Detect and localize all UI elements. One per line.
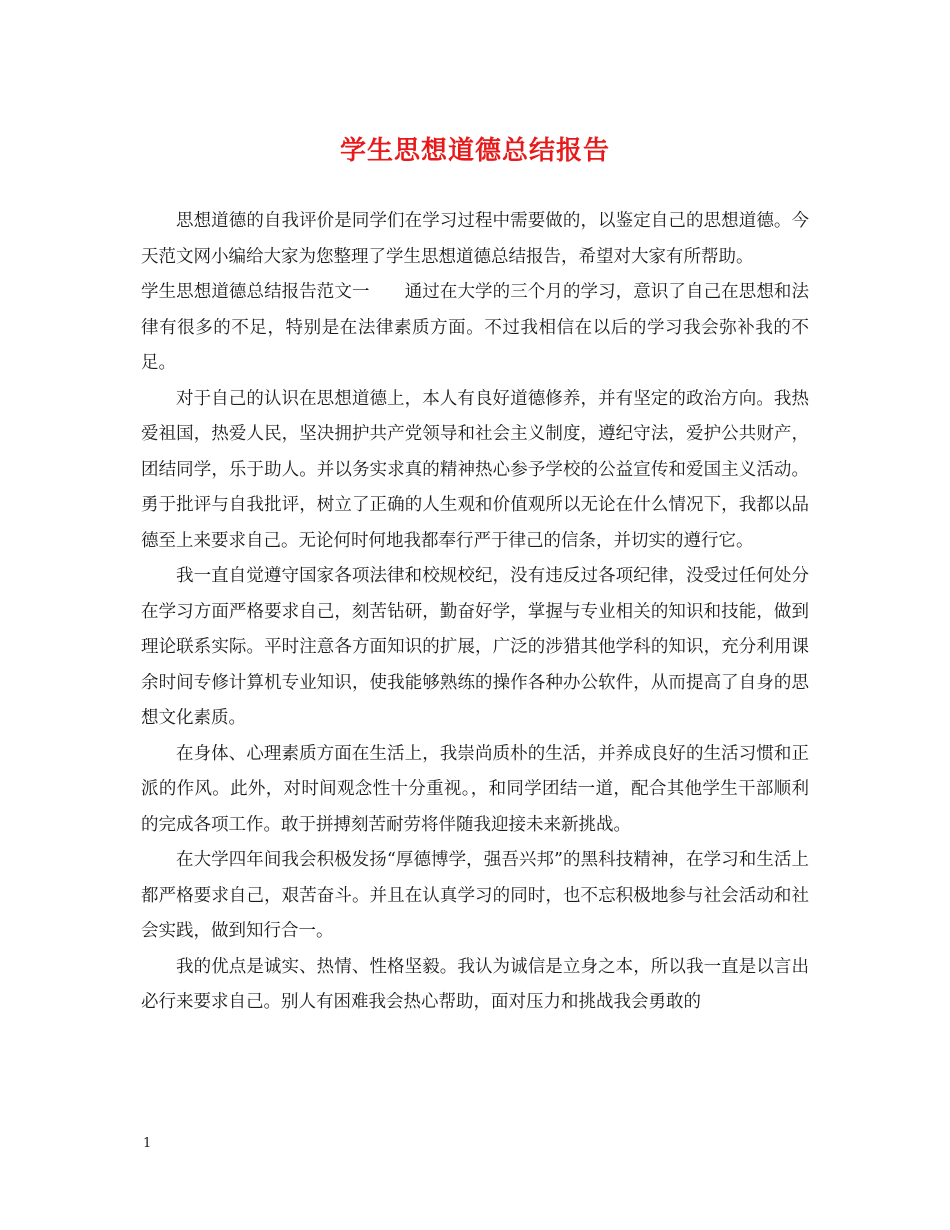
document-title: 学生思想道德总结报告 <box>339 136 610 166</box>
document-body <box>141 204 809 1021</box>
paragraph-sample-one: 学生思想道德总结报告范文一 通过在大学的三个月的学习，意识了自己在思想和法律有很多的不足，特别是在法律素质方面。不过我相信在以后的学习我会弥补我的不足。 <box>141 282 809 373</box>
paragraph-intro: 思想道德的自我评价是同学们在学习过程中需要做的，以鉴定自己的思想道德。今天范文网小编给大家为您整理了学生思想道德总结报告，希望对大家有所帮助。 <box>141 211 809 267</box>
paragraph-university-spirit: 在大学四年间我会积极发扬“厚德博学，强吾兴邦”的黑科技精神，在学习和生活上都严格要求自己，艰苦奋斗。并且在认真学习的同时，也不忘积极地参与社会活动和社会实践，做到知行合一。 <box>141 850 809 941</box>
paragraph-physical-mental: 在身体、心理素质方面在生活上，我崇尚质朴的生活，并养成良好的生活习惯和正派的作风。此外，对时间观念性十分重视。，和同学团结一道，配合其他学生干部顺利的完成各项工作。敢于拼搏刻苦耐劳将伴随我迎接未来新挑战。 <box>141 743 809 835</box>
paragraph-discipline-study: 我一直自觉遵守国家各项法律和校规校纪，没有违反过各项纪律，没受过任何处分 在学习方面严格要求自己，刻苦钻研，勤奋好学，掌握与专业相关的知识和技能，做到理论联系实际。平时注意各方面知识的扩展，广泛的涉猎其他学科的知识，充分利用课余时间专修计算机专业知识，使我能够熟练的操作各种办公软件，从而提高了自身的思想文化素质。 <box>141 566 809 728</box>
paragraph-strengths: 我的优点是诚实、热情、性格坚毅。我认为诚信是立身之本，所以我一直是以言出必行来要求自己。别人有困难我会热心帮助，面对压力和挑战我会勇敢的 <box>141 956 809 1012</box>
paragraph-moral-character: 对于自己的认识在思想道德上，本人有良好道德修养，并有坚定的政治方向。我热爱祖国，热爱人民，坚决拥护共产党领导和社会主义制度，遵纪守法，爱护公共财产，团结同学，乐于助人。并以务实求真的精神热心参予学校的公益宣传和爱国主义活动。 勇于批评与自我批评，树立了正确的人生观和价值观所以无论在什么情况下，我都以品德至上来要求自己。无论何时何地我都奉行严于律己的信条，并切实的遵行它。 <box>141 388 809 551</box>
page-number: 1 <box>143 1136 152 1151</box>
